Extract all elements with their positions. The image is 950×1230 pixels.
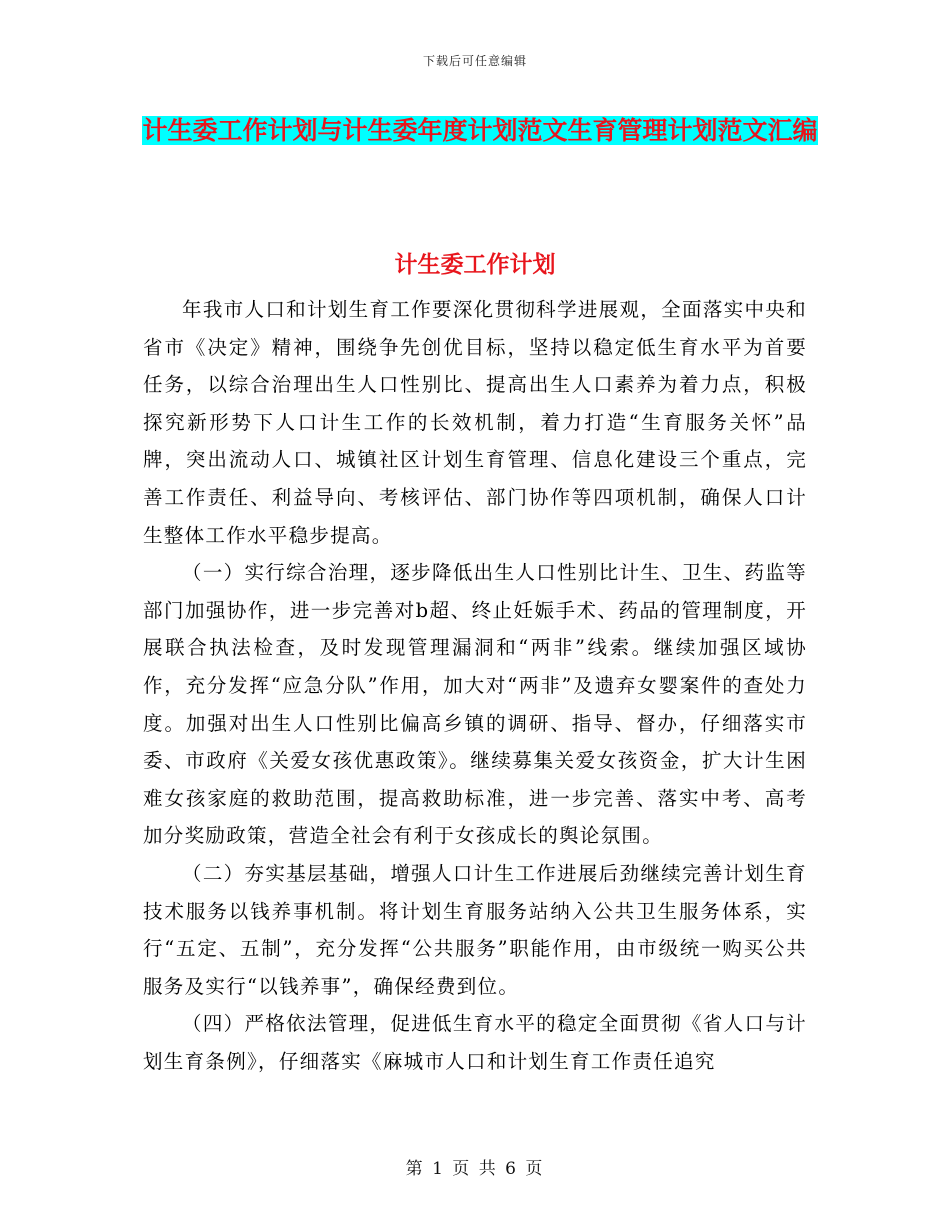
document-title-text: 计生委工作计划与计生委年度计划范文生育管理计划范文汇编	[142, 116, 818, 145]
section-title: 计生委工作计划	[394, 252, 556, 278]
paragraph-intro: 年我市人口和计划生育工作要深化贯彻科学进展观，全面落实中央和省市《决定》精神，围绕争先创优目标，坚持以稳定低生育水平为首要任务，以综合治理出生人口性别比、提高出生人口素养为着力点，积极探究新形势下人口计生工作的长效机制，着力打造“生育服务关怀”品牌，突出流动人口、城镇社区计划生育管理、信息化建设三个重点，完善工作责任、利益导向、考核评估、部门协作等四项机制，确保人口计生整体工作水平稳步提高。	[143, 298, 807, 547]
page-number-footer: 第 1 页 共 6 页	[405, 1159, 545, 1179]
paragraph-item-4: （四）严格依法管理，促进低生育水平的稳定全面贯彻《省人口与计划生育条例》，仔细落实《麻城市人口和计划生育工作责任追究	[143, 1012, 807, 1073]
header-note: 下载后可任意编辑	[422, 54, 527, 68]
paragraph-item-2: （二）夯实基层基础，增强人口计生工作进展后劲继续完善计划生育技术服务以钱养事机制。将计划生育服务站纳入公共卫生服务体系，实行“五定、五制”，充分发挥“公共服务”职能作用，由市级统一购买公共服务及实行“以钱养事”，确保经费到位。	[143, 861, 807, 998]
document-title	[140, 108, 820, 154]
paragraph-item-1: （一）实行综合治理，逐步降低出生人口性别比计生、卫生、药监等部门加强协作，进一步完善对b超、终止妊娠手术、药品的管理制度，开展联合执法检查，及时发现管理漏洞和“两非”线索。继续加强区域协作，充分发挥“应急分队”作用，加大对“两非”及遗弃女婴案件的查处力度。加强对出生人口性别比偏高乡镇的调研、指导、督办，仔细落实市委、市政府《关爱女孩优惠政策》。继续募集关爱女孩资金，扩大计生困难女孩家庭的救助范围，提高救助标准，进一步完善、落实中考、高考加分奖励政策，营造全社会有利于女孩成长的舆论氛围。	[143, 561, 807, 848]
document-body	[143, 291, 807, 1080]
